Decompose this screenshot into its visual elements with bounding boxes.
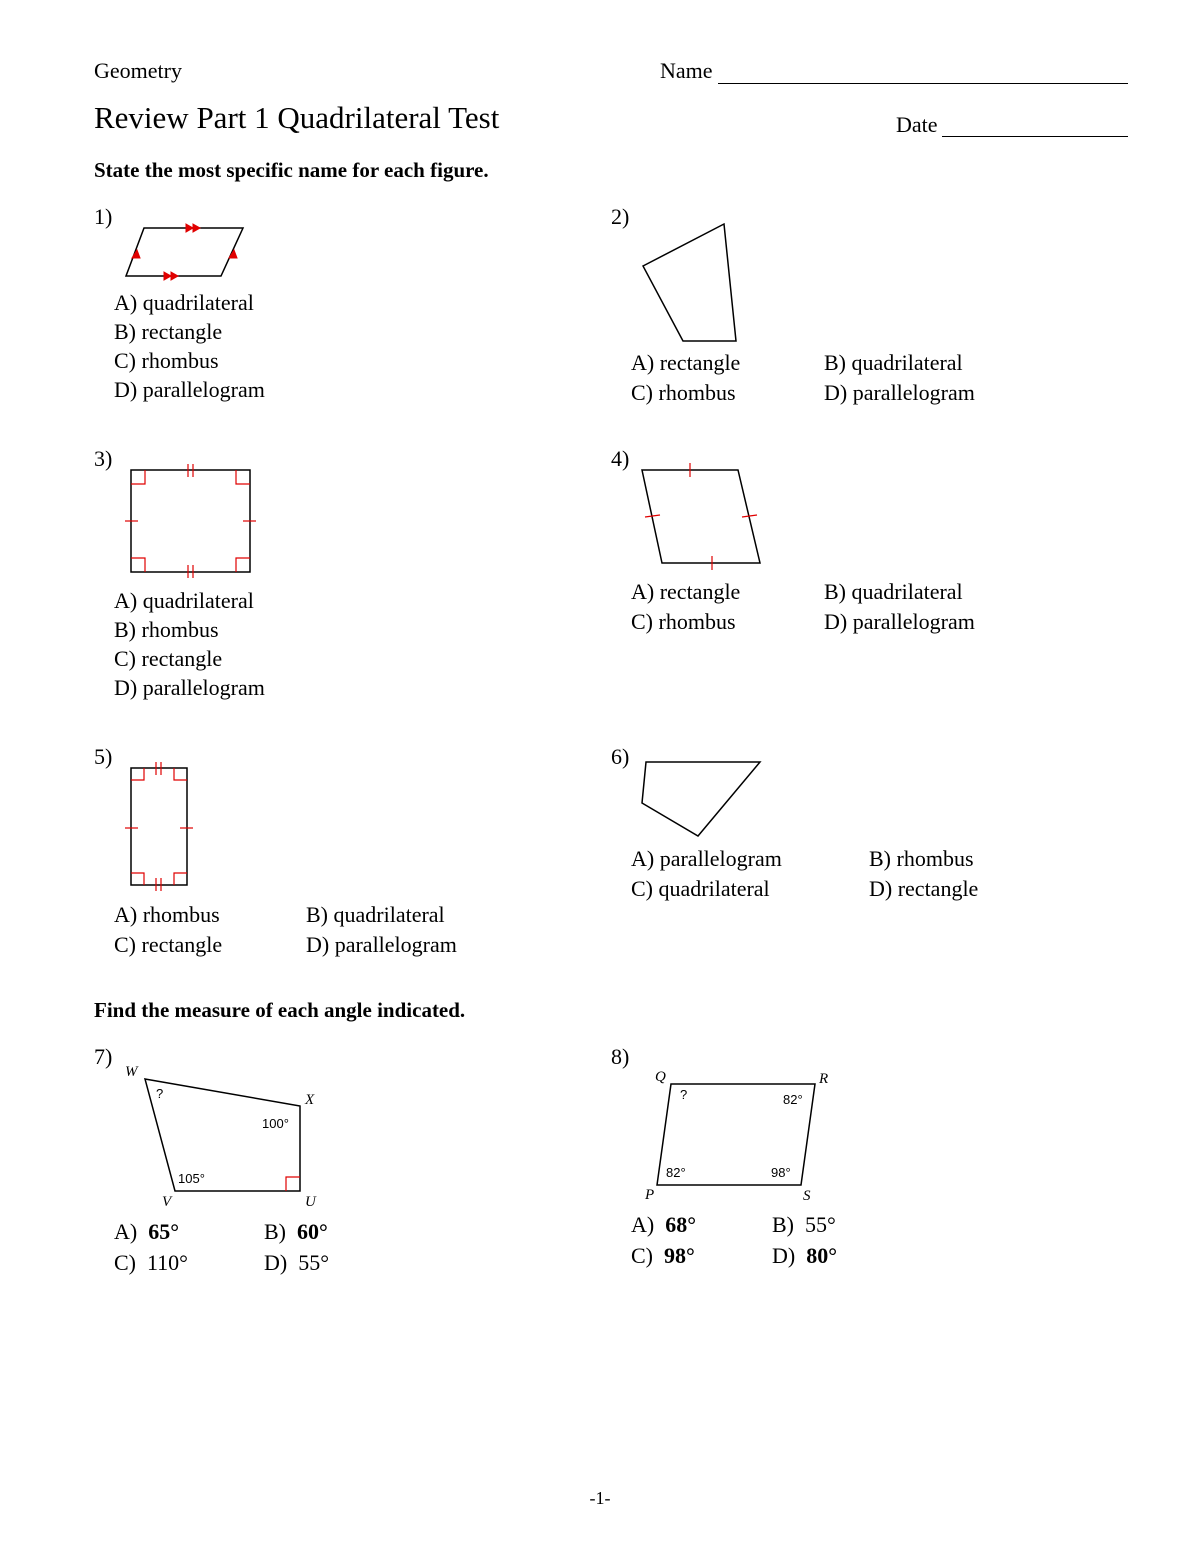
choice-letter: B)	[264, 1219, 286, 1244]
choice-value: 65°	[148, 1219, 180, 1244]
answer-choice-d[interactable]	[772, 1243, 837, 1269]
answer-choice-a[interactable]	[631, 1212, 696, 1238]
vertex-label-u: U	[305, 1194, 316, 1210]
question-number: 2)	[611, 204, 630, 229]
angle-label-x: 100°	[262, 1116, 289, 1131]
choice-letter: C)	[114, 1250, 136, 1275]
answer-choice-b[interactable]	[772, 1212, 836, 1238]
question-number: 4)	[611, 446, 630, 471]
choice-value: 55°	[805, 1212, 836, 1237]
answer-choice-c[interactable]: C) rhombus	[631, 609, 736, 634]
page-title: Review Part 1 Quadrilateral Test	[94, 100, 500, 135]
vertex-label-r: R	[819, 1071, 829, 1087]
answer-choice-b[interactable]: B) quadrilateral	[824, 579, 963, 604]
answer-choice-a[interactable]: A) quadrilateral	[114, 290, 254, 315]
answer-choice-d[interactable]: D) parallelogram	[114, 377, 265, 402]
vertex-label-w: W	[125, 1064, 138, 1080]
angle-label-q: ?	[680, 1087, 688, 1102]
answer-choice-a[interactable]: A) rectangle	[631, 579, 741, 604]
answer-choice-c[interactable]: C) rhombus	[631, 380, 736, 405]
answer-choice-c[interactable]: C) quadrilateral	[631, 876, 770, 901]
angle-label-r: 82°	[783, 1092, 803, 1107]
quadrilateral-figure	[636, 218, 746, 348]
angle-label-v: 105°	[178, 1171, 205, 1186]
answer-choice-a[interactable]: A) parallelogram	[631, 846, 782, 871]
date-blank-line[interactable]	[942, 136, 1128, 137]
angle-label-s: 98°	[771, 1165, 791, 1180]
angle-label-p: 82°	[666, 1165, 686, 1180]
vertex-label-s: S	[803, 1188, 811, 1204]
answer-choice-d[interactable]	[264, 1250, 329, 1276]
answer-choice-d[interactable]: D) parallelogram	[306, 932, 457, 957]
answer-choice-d[interactable]: D) parallelogram	[114, 675, 265, 700]
answer-choice-c[interactable]	[631, 1243, 695, 1269]
question-number: 8)	[611, 1044, 630, 1069]
vertex-label-x: X	[305, 1092, 315, 1108]
choice-letter: A)	[114, 1219, 138, 1244]
answer-choice-b[interactable]: B) quadrilateral	[824, 350, 963, 375]
choice-letter: C)	[631, 1243, 653, 1268]
date-label: Date	[896, 112, 938, 137]
vertex-label-p: P	[645, 1187, 655, 1203]
answer-choice-a[interactable]: A) rhombus	[114, 902, 220, 927]
answer-choice-a[interactable]	[114, 1219, 179, 1245]
rhombus-figure	[636, 460, 770, 572]
choice-value: 55°	[298, 1250, 330, 1275]
vertex-label-q: Q	[655, 1069, 666, 1085]
rectangle-figure	[122, 758, 198, 894]
answer-choice-a[interactable]: A) rectangle	[631, 350, 741, 375]
choice-letter: A)	[631, 1212, 655, 1237]
parallelogram-figure	[120, 220, 250, 282]
question-number: 5)	[94, 744, 113, 769]
answer-choice-b[interactable]: B) quadrilateral	[306, 902, 445, 927]
section-instruction-angles: Find the measure of each angle indicated.	[94, 998, 466, 1022]
choice-letter: D)	[264, 1250, 288, 1275]
course-subject: Geometry	[94, 58, 182, 83]
name-label: Name	[660, 58, 713, 83]
answer-choice-d[interactable]: D) rectangle	[869, 876, 979, 901]
answer-choice-c[interactable]: C) rhombus	[114, 348, 219, 373]
angle-label-w: ?	[156, 1086, 164, 1101]
vertex-label-v: V	[162, 1194, 172, 1210]
choice-value: 68°	[665, 1212, 697, 1237]
choice-value: 98°	[664, 1243, 695, 1268]
answer-choice-c[interactable]	[114, 1250, 188, 1276]
answer-choice-c[interactable]: C) rectangle	[114, 646, 223, 671]
parallelogram-pqrs-figure	[640, 1064, 840, 1206]
section-instruction-names: State the most specific name for each figure.	[94, 158, 489, 182]
question-number: 1)	[94, 204, 113, 229]
page-number: -1-	[589, 1488, 611, 1508]
question-number: 3)	[94, 446, 113, 471]
answer-choice-a[interactable]: A) quadrilateral	[114, 588, 254, 613]
quadrilateral-wxuv-figure	[120, 1058, 330, 1214]
answer-choice-b[interactable]: B) rhombus	[869, 846, 974, 871]
answer-choice-d[interactable]: D) parallelogram	[824, 380, 975, 405]
answer-choice-d[interactable]: D) parallelogram	[824, 609, 975, 634]
choice-value: 110°	[147, 1250, 188, 1275]
answer-choice-c[interactable]: C) rectangle	[114, 932, 223, 957]
answer-choice-b[interactable]: B) rhombus	[114, 617, 219, 642]
choice-value: 60°	[297, 1219, 328, 1244]
choice-letter: D)	[772, 1243, 796, 1268]
quadrilateral-figure	[636, 756, 768, 842]
name-blank-line[interactable]	[718, 83, 1128, 84]
choice-letter: B)	[772, 1212, 794, 1237]
question-number: 7)	[94, 1044, 113, 1069]
answer-choice-b[interactable]	[264, 1219, 328, 1245]
choice-value: 80°	[806, 1243, 838, 1268]
answer-choice-b[interactable]: B) rectangle	[114, 319, 223, 344]
question-number: 6)	[611, 744, 630, 769]
rectangle-figure	[122, 462, 262, 580]
